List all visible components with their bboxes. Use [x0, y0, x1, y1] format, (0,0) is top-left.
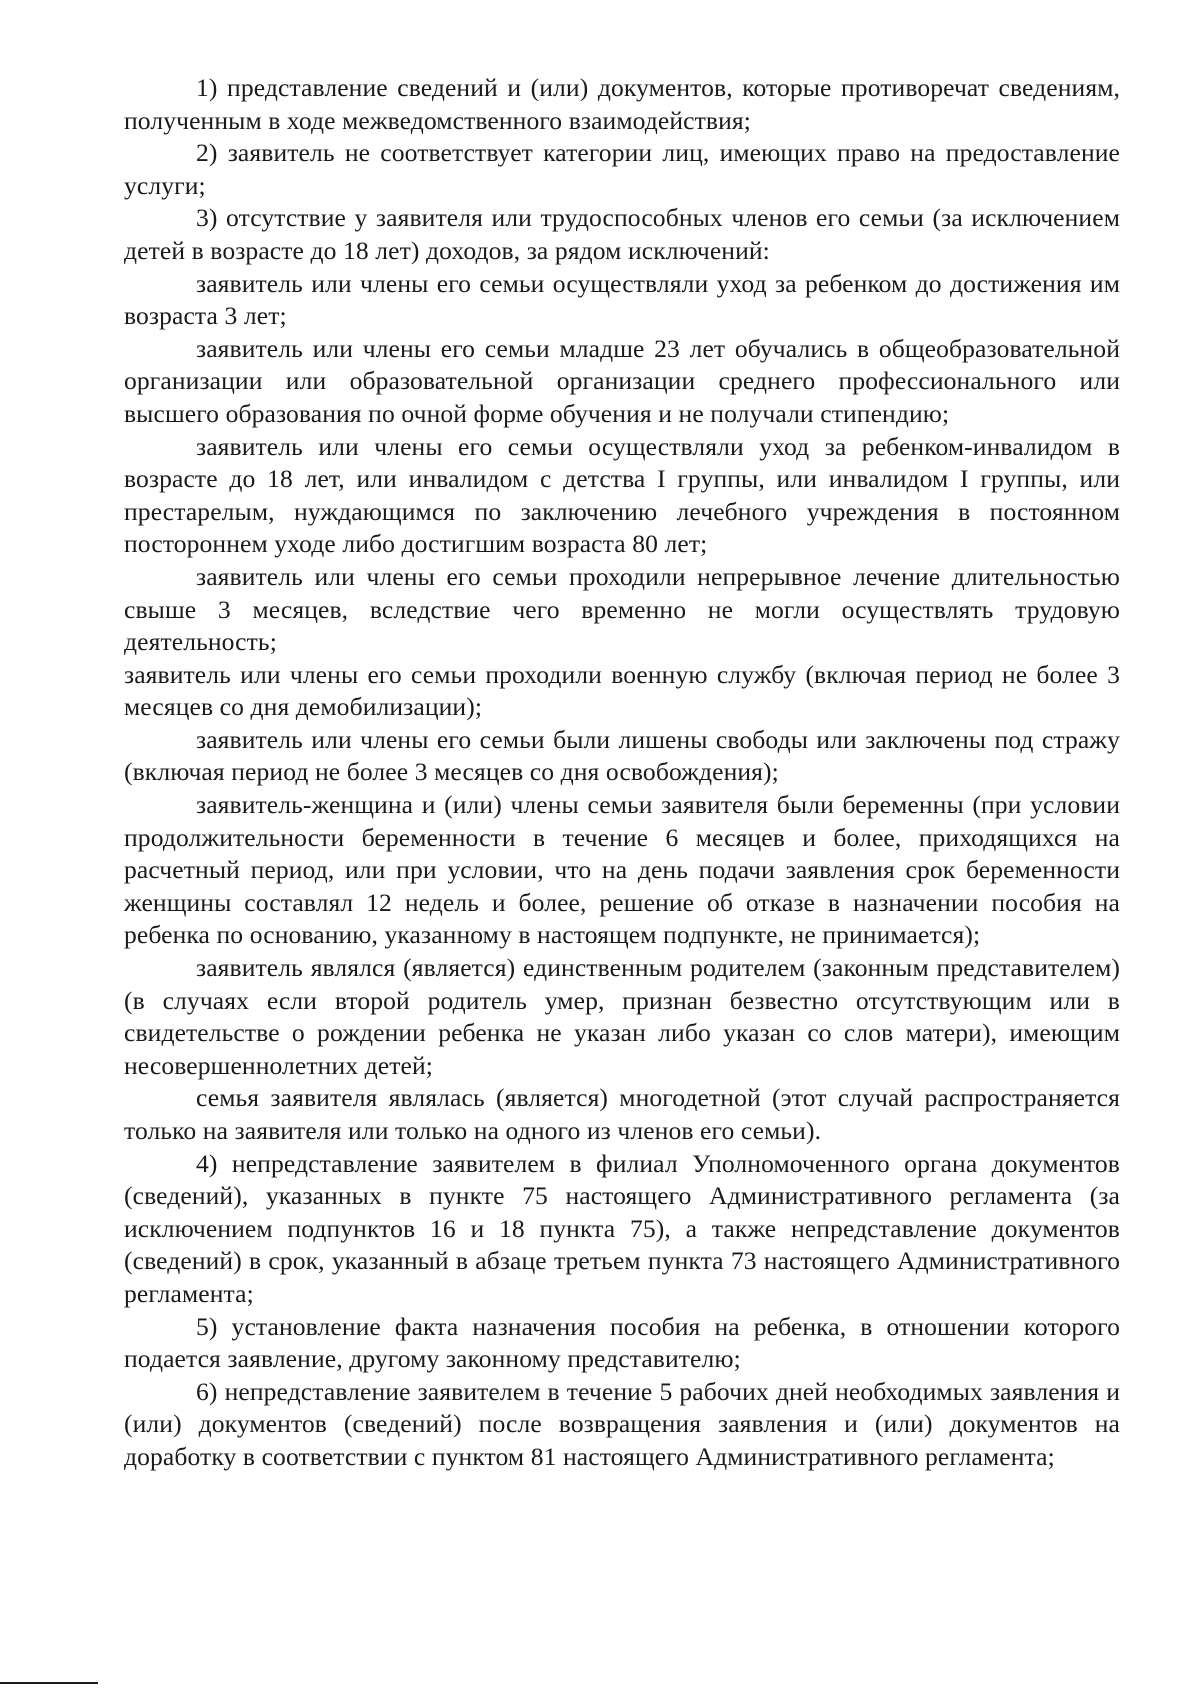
paragraph-7: заявитель или члены его семьи проходили непрерывное лечение длительностью свыше 3 месяцев, вследствие чего временно не могли осуществлять трудовую деятельность; [124, 561, 1120, 657]
paragraph-5: заявитель или члены его семьи младше 23 лет обучались в общеобразовательной организации или образовательной организации среднего профессионального или высшего образования по очной форме обучения и не получали стипендию; [124, 333, 1120, 428]
paragraph-1: 1) представление сведений и (или) документов, которые противоречат сведениям, полученным в ходе межведомственного взаимодействия; [124, 73, 1120, 135]
paragraph-4: заявитель или члены его семьи осуществляли уход за ребенком до достижения им возраста 3 лет; [124, 268, 1120, 331]
paragraph-3: 3) отсутствие у заявителя или трудоспособных членов его семьи (за исключением детей в возрасте до 18 лет) доходов, за рядом исключений: [124, 203, 1120, 265]
paragraph-2: 2) заявитель не соответствует категории лиц, имеющих право на предоставление услуги; [124, 138, 1120, 200]
paragraph-12: семья заявителя являлась (является) многодетной (этот случай распространяется только на заявителя или только на одного из членов его семьи). [124, 1083, 1120, 1145]
paragraph-6: заявитель или члены его семьи осуществляли уход за ребенком-инвалидом в возрасте до 18 лет, или инвалидом с детства I группы, или инвалидом I группы, или престарелым, нуждающимся по заключению лечебного учреждения в постоянном постороннем уходе либо достигшим возраста 80 лет; [124, 431, 1120, 559]
paragraph-10: заявитель-женщина и (или) члены семьи заявителя были беременны (при условии продолжительности беременности в течение 6 месяцев и более, приходящихся на расчетный период, или при условии, что на день подачи заявления срок беременности женщины составлял 12 недель и более, решение об отказе в назначении пособия на ребенка по основанию, указанному в настоящем подпункте, не принимается); [124, 790, 1120, 950]
paragraph-9: заявитель или члены его семьи были лишены свободы или заключены под стражу (включая период не более 3 месяцев со дня освобождения); [124, 724, 1120, 787]
document-page [124, 72, 1120, 1474]
footer-rule [0, 1682, 98, 1684]
paragraph-13: 4) непредставление заявителем в филиал Уполномоченного органа документов (сведений), указанных в пункте 75 настоящего Административного регламента (за исключением подпунктов 16 и 18 пункта 75), а также непредставление документов (сведений) в срок, указанный в абзаце третьем пункта 73 настоящего Административного регламента; [124, 1148, 1120, 1308]
paragraph-14: 5) установление факта назначения пособия на ребенка, в отношении которого подается заявление, другому законному представителю; [124, 1311, 1120, 1374]
paragraph-15: 6) непредставление заявителем в течение 5 рабочих дней необходимых заявления и (или) документов (сведений) после возвращения заявления и (или) документов на доработку в соответствии с пунктом 81 настоящего Административного регламента; [124, 1376, 1120, 1471]
paragraph-8: заявитель или члены его семьи проходили военную службу (включая период не более 3 месяцев со дня демобилизации); [124, 659, 1120, 722]
paragraph-11: заявитель являлся (является) единственным родителем (законным представителем) (в случаях если второй родитель умер, признан безвестно отсутствующим или в свидетельстве о рождении ребенка не указан либо указан со слов матери), имеющим несовершеннолетних детей; [124, 953, 1120, 1080]
